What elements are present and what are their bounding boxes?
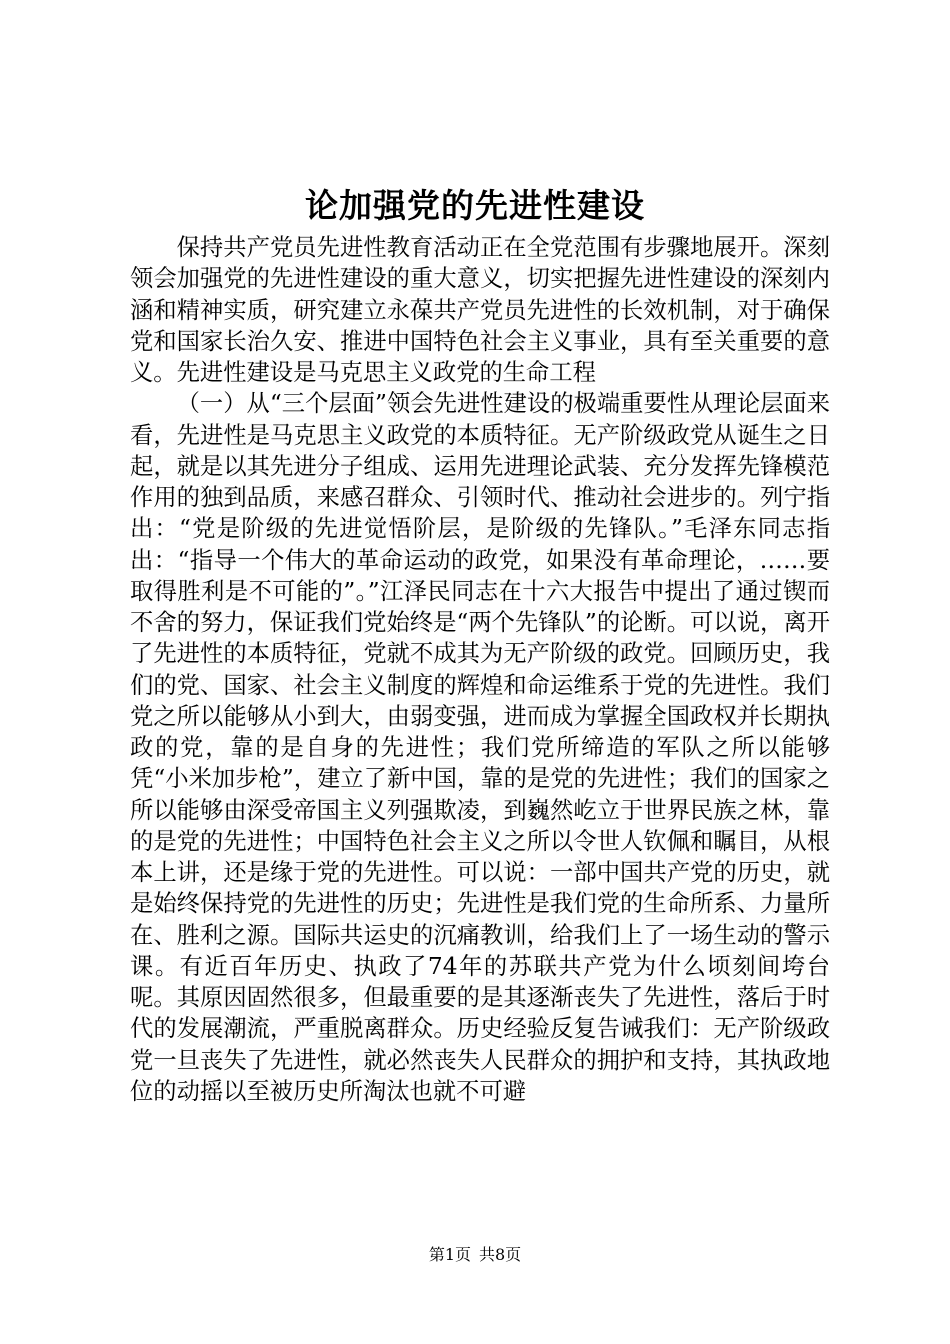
page-total: 共8页 [479,1245,522,1264]
document-body [130,232,830,1107]
page-footer [0,1244,950,1266]
document-title: 论加强党的先进性建设 [305,186,645,225]
page-number: 第1页 [428,1245,471,1264]
paragraph: （一）从“三个层面”领会先进性建设的极端重要性从理论层面来看，先进性是马克思主义政党的本质特征。无产阶级政党从诞生之日起，就是以其先进分子组成、运用先进理论武装、充分发挥先锋模范作用的独到品质，来感召群众、引领时代、推动社会进步的。列宁指出：“党是阶级的先进觉悟阶层，是阶级的先锋队。”毛泽东同志指出：“指导一个伟大的革命运动的政党，如果没有革命理论，……要取得胜利是不可能的”。”江泽民同志在十六大报告中提出了通过锲而不舍的努力，保证我们党始终是“两个先锋队”的论断。可以说，离开了先进性的本质特征，党就不成其为无产阶级的政党。回顾历史，我们的党、国家、社会主义制度的辉煌和命运维系于党的先进性。我们党之所以能够从小到大，由弱变强，进而成为掌握全国政权并长期执政的党，靠的是自身的先进性；我们党所缔造的军队之所以能够凭“小米加步枪”，建立了新中国，靠的是党的先进性；我们的国家之所以能够由深受帝国主义列强欺凌，到巍然屹立于世界民族之林，靠的是党的先进性；中国特色社会主义之所以令世人钦佩和瞩目，从根本上讲，还是缘于党的先进性。可以说：一部中国共产党的历史，就是始终保持党的先进性的历史；先进性是我们党的生命所系、力量所在、胜利之源。国际共运史的沉痛教训，给我们上了一场生动的警示课。有近百年历史、执政了74年的苏联共产党为什么顷刻间垮台呢。其原因固然很多，但最重要的是其逐渐丧失了先进性，落后于时代的发展潮流，严重脱离群众。历史经验反复告诫我们：无产阶级政党一旦丧失了先进性，就必然丧失人民群众的拥护和支持，其执政地位的动摇以至被历史所淘汰也就不可避 [130,390,830,1105]
paragraph: 保持共产党员先进性教育活动正在全党范围有步骤地展开。深刻领会加强党的先进性建设的重大意义，切实把握先进性建设的深刻内涵和精神实质，研究建立永葆共产党员先进性的长效机制，对于确保党和国家长治久安、推进中国特色社会主义事业，具有至关重要的意义。先进性建设是马克思主义政党的生命工程 [130,234,830,386]
